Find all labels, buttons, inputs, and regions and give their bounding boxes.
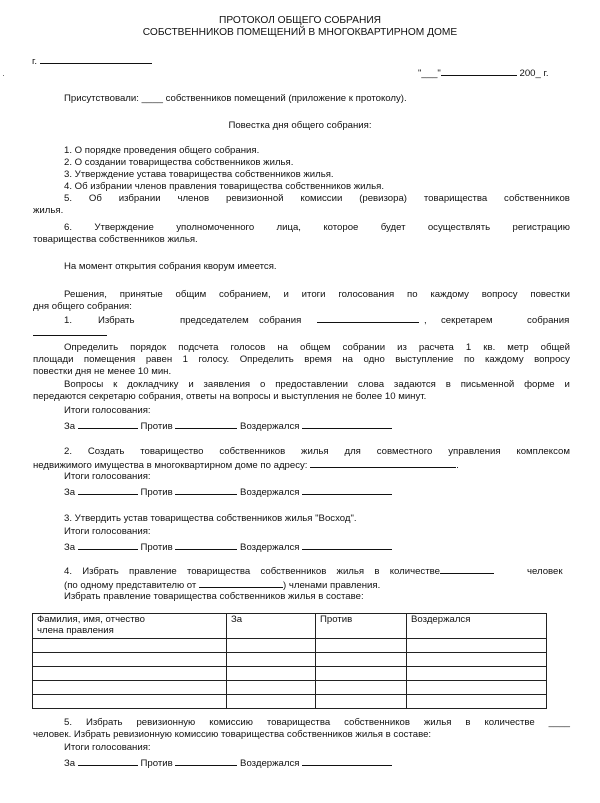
word: каждому [485,354,524,365]
vote-results-5: Итоги голосования: [64,742,151,753]
word: Вопросы [64,379,104,390]
agenda-heading: Повестка дня общего собрания: [228,120,372,131]
vote-row-1 [64,419,392,433]
item1-chairman: председателем [180,315,249,326]
agenda-item-2: 2. О создании товарищества собственников жилья. [64,157,294,168]
item2-line1 [64,446,570,458]
item1-elect: Избрать [98,315,135,326]
decisions-intro-line1 [64,289,570,301]
word: собственников [219,446,286,457]
cell[interactable] [316,653,407,667]
header-name-l1: Фамилия, имя, отчество [37,614,145,625]
city-line [32,54,152,68]
word: осуществлять [427,222,491,233]
item5-line1 [64,717,570,729]
item4-line1 [64,566,440,578]
word: Избрать [85,717,123,728]
cell[interactable] [33,667,227,681]
word: в [465,717,471,728]
word: в [445,379,451,390]
word: по [464,354,475,365]
vote-za-label: За [64,542,76,553]
vote-vozd-blank[interactable] [302,419,392,429]
vote-protiv-blank[interactable] [175,756,237,766]
word: равен [145,354,173,365]
item1-secretary-blank-wrap [33,326,107,340]
vote-protiv-blank[interactable] [175,540,237,550]
table-row[interactable] [33,653,547,667]
board-table [32,613,547,709]
word: общим [175,289,207,300]
word: докладчику [127,379,179,390]
word: по [407,289,418,300]
cell[interactable] [407,667,547,681]
word: вопросу [481,289,518,300]
agenda-item-6-line1 [64,222,570,234]
header-name [33,614,227,639]
cell[interactable] [227,681,316,695]
word: 1 [182,354,188,365]
word: уполномоченного [176,222,255,233]
vote-za-blank[interactable] [78,756,138,766]
scan-mark: · [2,70,5,80]
item1-secretary-blank[interactable] [33,326,107,336]
word: для [344,446,361,457]
cell[interactable] [227,695,316,709]
item1-chairman-blank[interactable] [317,313,419,323]
vote-za-blank[interactable] [78,485,138,495]
word: будет [380,222,406,233]
item3-line: 3. Утвердить устав товарищества собственников жилья "Восход". [64,513,357,524]
order-line3: повестки дня не менее 10 мин. [33,366,172,377]
word: повестки [530,289,570,300]
item2-line2: недвижимого имущества в многоквартирном доме по адресу: . [33,460,459,471]
word: количестве [484,717,535,728]
cell[interactable] [33,695,227,709]
word: и [283,289,289,300]
agenda-item-3: 3. Утверждение устава товарищества собственников жилья. [64,169,334,180]
board-table-header [33,614,547,639]
word: порядок [130,342,167,353]
vote-protiv-label: Против [140,758,173,769]
word: одно [363,354,385,365]
word: задаются [393,379,436,390]
word: расчета [418,342,454,353]
word: собственников [344,717,410,728]
word: в [374,566,380,577]
cell[interactable] [33,639,227,653]
word: управления [448,446,501,457]
word: заявления [203,379,251,390]
item4-line3: Избрать правление товарищества собственников жилья в составе: [64,591,364,602]
item2-address-text: недвижимого имущества в многоквартирном доме по адресу: [33,460,308,471]
cell[interactable] [316,681,407,695]
date-line [418,66,549,80]
word: 6. [64,222,73,233]
word: помещения [83,354,136,365]
vote-row-5 [64,756,392,770]
order-line2 [33,354,570,366]
word: собранием, [219,289,271,300]
word: кв. [483,342,496,353]
date-year: 200_ г. [519,68,549,79]
word: общем [300,342,331,353]
questions-line2: передаются секретарю собрания, ответы на вопросы и выступления не более 10 минут. [33,391,427,402]
word: 1 [465,342,472,353]
word: голосу. [198,354,230,365]
word: количестве [389,566,440,577]
vote-za-blank[interactable] [78,419,138,429]
vote-vozd-label: Воздержался [240,758,300,769]
item4-count-blank[interactable] [440,564,494,574]
header-za: За [227,614,316,639]
word: Создать [87,446,125,457]
cell[interactable] [316,695,407,709]
item2-address-blank[interactable] [310,458,456,468]
word: которое [323,222,359,233]
item1-meeting2: собрания [527,315,570,326]
city-prefix: г. [32,56,37,67]
word: принятые [119,289,163,300]
header-protiv: Против [316,614,407,639]
word: Решения, [64,289,107,300]
word: предоставлении [275,379,349,390]
item1-meeting: собрания [259,315,302,326]
document-title-line2: СОБСТВЕННИКОВ ПОМЕЩЕНИЙ В МНОГОКВАРТИРНОМ ДОМЕ [142,27,458,38]
word: Определить [239,354,294,365]
cell[interactable] [33,653,227,667]
vote-protiv-label: Против [140,421,173,432]
agenda-item-1: 1. О порядке проведения общего собрания. [64,145,260,156]
agenda-item-4: 4. Об избрании членов правления товарищества собственников жилья. [64,181,384,192]
vote-vozd-label: Воздержался [240,542,300,553]
word: товарищества [266,717,331,728]
cell[interactable] [407,695,547,709]
vote-vozd-blank[interactable] [302,540,392,550]
word: голосов [230,342,266,353]
vote-results-1: Итоги голосования: [64,405,151,416]
word: собственников [260,566,327,577]
word: на [342,354,353,365]
cell[interactable] [407,681,547,695]
vote-protiv-label: Против [140,487,173,498]
word: 5. [64,193,73,204]
cell[interactable] [407,653,547,667]
word: ____ [548,717,570,728]
word: вопросу [534,354,570,365]
item4-people: человек [527,566,563,577]
word: 4. [64,566,73,577]
word: членов [177,193,210,204]
word: время [304,354,332,365]
date-month-blank[interactable] [441,66,517,76]
word: о [259,379,266,390]
date-quote: "___" [418,68,441,79]
item4-line2 [64,578,380,592]
agenda-item-6-line2: товарищества собственников жилья. [33,234,198,245]
word: жилья [336,566,365,577]
word: каждому [430,289,469,300]
item1-comma: , [424,315,427,326]
word: регистрацию [512,222,570,233]
vote-za-blank[interactable] [78,540,138,550]
table-row[interactable] [33,639,547,653]
word: на [277,342,288,353]
vote-vozd-label: Воздержался [240,487,300,498]
item4-rep-text: (по одному представителю от [64,580,197,591]
cell[interactable] [227,667,316,681]
vote-protiv-blank[interactable] [175,419,237,429]
word: и [564,379,570,390]
vote-za-label: За [64,758,76,769]
word: правление [129,566,177,577]
word: общей [540,342,570,353]
header-name-l2: члена правления [37,625,114,636]
word: и [188,379,194,390]
cell[interactable] [227,653,316,667]
word: собственников [504,193,570,204]
word: (ревизора) [359,193,408,204]
header-vozd: Воздержался [407,614,547,639]
word: комплексом [516,446,570,457]
item4-count-blank-wrap [440,564,494,578]
word: к [113,379,118,390]
present-line: Присутствовали: ____ собственников помещений (приложение к протоколу). [64,93,407,104]
word: совместного [376,446,433,457]
word: ревизионную [136,717,196,728]
table-row[interactable] [33,695,547,709]
word: собрании [342,342,386,353]
table-row[interactable] [33,667,547,681]
word: площади [33,354,74,365]
word: подсчета [178,342,219,353]
word: товарищества [423,193,488,204]
order-line1 [64,342,570,354]
word: Избрать [82,566,119,577]
word: выступление [395,354,454,365]
word: товарищества [186,566,251,577]
vote-za-label: За [64,421,76,432]
vote-results-3: Итоги голосования: [64,526,151,537]
vote-row-2 [64,485,392,499]
vote-protiv-label: Против [140,542,173,553]
word: из [397,342,407,353]
word: Определить [64,342,119,353]
questions-line1 [64,379,570,391]
word: лица, [276,222,301,233]
word: письменной [460,379,515,390]
word: метр [507,342,529,353]
table-row[interactable] [33,681,547,695]
word: жилья [301,446,329,457]
decisions-intro-line2: дня общего собрания: [33,301,132,312]
item4-board-text: ) членами правления. [283,580,381,591]
item1-secretary: секретарем [441,315,493,326]
word: слова [357,379,385,390]
document-title-line1: ПРОТОКОЛ ОБЩЕГО СОБРАНИЯ [219,15,381,26]
cell[interactable] [227,639,316,653]
word: избрании [118,193,161,204]
word: ревизионной [226,193,284,204]
word: комиссию [209,717,253,728]
cell[interactable] [316,639,407,653]
word: форме [524,379,555,390]
word: голосования [338,289,395,300]
word: Об [88,193,102,204]
cell[interactable] [407,639,547,653]
word: итоги [301,289,326,300]
vote-vozd-blank[interactable] [302,756,392,766]
word: товарищество [140,446,204,457]
item4-rep-blank[interactable] [199,578,283,588]
word: 5. [64,717,73,728]
word: 2. [64,446,73,457]
city-blank[interactable] [40,54,152,64]
vote-vozd-label: Воздержался [240,421,300,432]
word: Утверждение [94,222,154,233]
word: жилья [423,717,452,728]
item5-line2: человек. Избрать ревизионную комиссию товарищества собственников жилья в составе: [33,729,432,740]
agenda-item-5-line1 [64,193,570,205]
vote-row-3 [64,540,392,554]
vote-vozd-blank[interactable] [302,485,392,495]
cell[interactable] [33,681,227,695]
item1-chairman-blank-wrap [317,313,419,327]
agenda-item-5-line2: жилья. [33,205,64,216]
cell[interactable] [316,667,407,681]
vote-protiv-blank[interactable] [175,485,237,495]
quorum-line: На момент открытия собрания кворум имеется. [64,261,277,272]
vote-results-2: Итоги голосования: [64,471,151,482]
vote-za-label: За [64,487,76,498]
item1-number: 1. [64,315,73,326]
word: комиссии [300,193,343,204]
